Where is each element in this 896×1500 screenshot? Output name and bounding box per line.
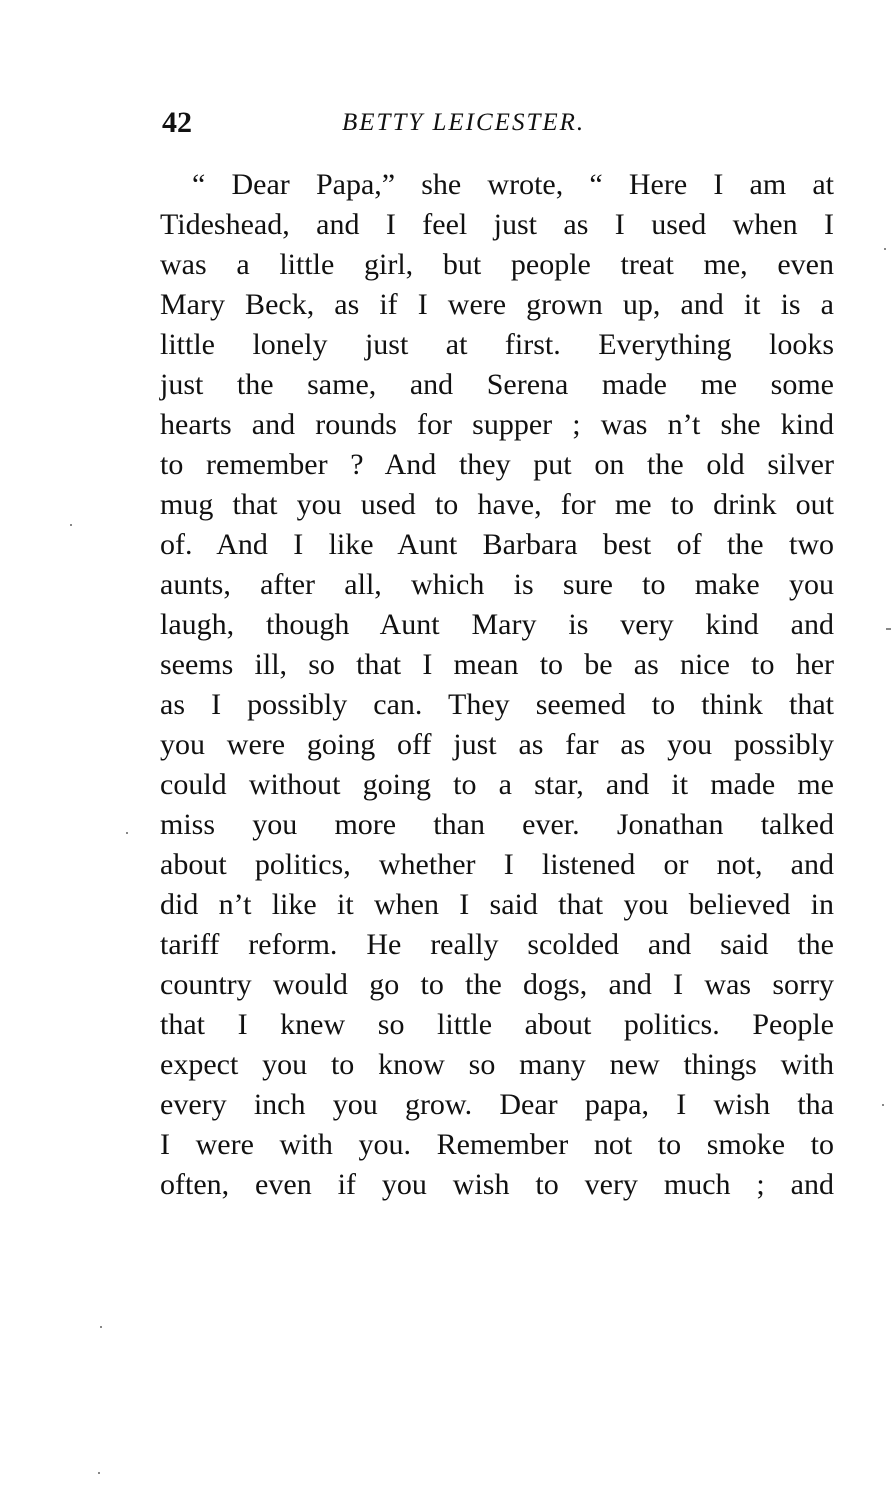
text-line: country would go to the dogs, and I was sorry xyxy=(160,968,834,1001)
scan-speck xyxy=(882,1104,884,1106)
text-line: little lonely just at first. Everything looks xyxy=(160,328,834,361)
scan-speck xyxy=(70,524,72,526)
text-line: that I knew so little about politics. People xyxy=(160,1008,834,1041)
text-line: I were with you. Remember not to smoke to xyxy=(160,1128,834,1161)
text-line: Tideshead, and I feel just as I used when I xyxy=(160,208,834,241)
text-line: expect you to know so many new things with xyxy=(160,1048,834,1081)
text-line: aunts, after all, which is sure to make you xyxy=(160,568,834,601)
text-line: tariff reform. He really scolded and said the xyxy=(160,928,834,961)
text-line: “ Dear Papa,” she wrote, “ Here I am at xyxy=(192,168,834,201)
scan-speck xyxy=(100,1326,102,1328)
text-line: every inch you grow. Dear papa, I wish tha xyxy=(160,1088,834,1121)
text-line: mug that you used to have, for me to drink out xyxy=(160,488,834,521)
text-line: seems ill, so that I mean to be as nice to her xyxy=(160,648,834,681)
text-line: just the same, and Serena made me some xyxy=(160,368,834,401)
page-number: 42 xyxy=(162,106,192,139)
text-line: you were going off just as far as you possibly xyxy=(160,728,834,761)
text-line: often, even if you wish to very much ; and xyxy=(160,1168,834,1201)
text-line: to remember ? And they put on the old silver xyxy=(160,448,834,481)
text-line: could without going to a star, and it made me xyxy=(160,768,834,801)
text-line: Mary Beck, as if I were grown up, and it is a xyxy=(160,288,834,321)
text-line: as I possibly can. They seemed to think that xyxy=(160,688,834,721)
scan-speck xyxy=(98,1472,100,1474)
text-line: about politics, whether I listened or not, and xyxy=(160,848,834,881)
text-line: was a little girl, but people treat me, even xyxy=(160,248,834,281)
text-line: did n’t like it when I said that you believed in xyxy=(160,888,834,921)
scan-speck xyxy=(884,248,886,250)
running-head xyxy=(162,103,834,143)
text-line: miss you more than ever. Jonathan talked xyxy=(160,808,834,841)
text-line: hearts and rounds for supper ; was n’t she kind xyxy=(160,408,834,441)
body-text xyxy=(160,165,834,1205)
scan-speck xyxy=(126,832,128,834)
text-line: laugh, though Aunt Mary is very kind and xyxy=(160,608,834,641)
scan-speck xyxy=(886,628,891,630)
text-line: of. And I like Aunt Barbara best of the two xyxy=(160,528,834,561)
running-title: BETTY LEICESTER. xyxy=(342,109,586,136)
